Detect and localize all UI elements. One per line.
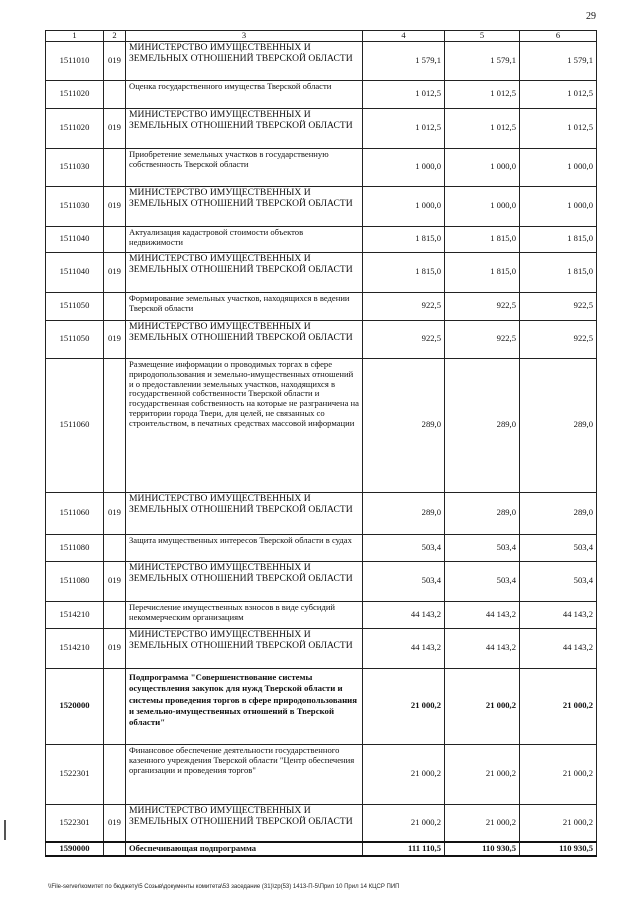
row-name: Защита имущественных интересов Тверской области в судах xyxy=(126,534,363,561)
row-name: МИНИСТЕРСТВО ИМУЩЕСТВЕННЫХ И ЗЕМЕЛЬНЫХ ОТНОШЕНИЙ ТВЕРСКОЙ ОБЛАСТИ xyxy=(126,492,363,534)
row-vr-code xyxy=(104,292,126,320)
row-value-col4: 289,0 xyxy=(363,358,445,492)
row-code: 1511080 xyxy=(46,534,104,561)
row-vr-code: 019 xyxy=(104,628,126,668)
row-code: 1522301 xyxy=(46,804,104,842)
table-row-subprogram xyxy=(46,668,597,744)
table-row xyxy=(46,252,597,292)
row-value-col5: 503,4 xyxy=(445,534,520,561)
row-value-col6: 21 000,2 xyxy=(520,744,597,804)
row-value-col6: 922,5 xyxy=(520,320,597,358)
table-row xyxy=(46,186,597,226)
row-value-col6: 21 000,2 xyxy=(520,804,597,842)
table-row xyxy=(46,320,597,358)
header-col-3: 3 xyxy=(126,31,363,42)
row-vr-code: 019 xyxy=(104,320,126,358)
row-value-col6: 110 930,5 xyxy=(520,842,597,856)
row-code: 1511020 xyxy=(46,80,104,108)
row-value-col5: 1 000,0 xyxy=(445,148,520,186)
row-value-col4: 1 815,0 xyxy=(363,252,445,292)
row-value-col4: 21 000,2 xyxy=(363,668,445,744)
row-vr-code: 019 xyxy=(104,108,126,148)
row-code: 1511050 xyxy=(46,292,104,320)
table-row xyxy=(46,534,597,561)
row-vr-code xyxy=(104,534,126,561)
row-value-col6: 1 815,0 xyxy=(520,252,597,292)
row-value-col4: 922,5 xyxy=(363,292,445,320)
row-value-col5: 922,5 xyxy=(445,292,520,320)
row-value-col6: 1 012,5 xyxy=(520,80,597,108)
row-name: МИНИСТЕРСТВО ИМУЩЕСТВЕННЫХ И ЗЕМЕЛЬНЫХ ОТНОШЕНИЙ ТВЕРСКОЙ ОБЛАСТИ xyxy=(126,108,363,148)
row-vr-code xyxy=(104,842,126,856)
row-name: МИНИСТЕРСТВО ИМУЩЕСТВЕННЫХ И ЗЕМЕЛЬНЫХ ОТНОШЕНИЙ ТВЕРСКОЙ ОБЛАСТИ xyxy=(126,186,363,226)
row-name: МИНИСТЕРСТВО ИМУЩЕСТВЕННЫХ И ЗЕМЕЛЬНЫХ ОТНОШЕНИЙ ТВЕРСКОЙ ОБЛАСТИ xyxy=(126,252,363,292)
row-value-col4: 289,0 xyxy=(363,492,445,534)
row-value-col6: 1 000,0 xyxy=(520,186,597,226)
row-name: МИНИСТЕРСТВО ИМУЩЕСТВЕННЫХ И ЗЕМЕЛЬНЫХ ОТНОШЕНИЙ ТВЕРСКОЙ ОБЛАСТИ xyxy=(126,41,363,80)
row-value-col4: 1 012,5 xyxy=(363,108,445,148)
row-value-col4: 1 579,1 xyxy=(363,41,445,80)
file-path-footer: \\File-server\комитет по бюджету\5 Созыв\документы комитета\53 заседание (31)\zp(53) 1413-П-5\Прил 10 Прил 14 КЦСР ПИП xyxy=(48,884,400,890)
row-value-col4: 21 000,2 xyxy=(363,804,445,842)
row-vr-code: 019 xyxy=(104,804,126,842)
row-value-col5: 1 012,5 xyxy=(445,80,520,108)
row-value-col6: 289,0 xyxy=(520,358,597,492)
header-col-6: 6 xyxy=(520,31,597,42)
page-number: 29 xyxy=(586,11,596,22)
row-value-col5: 503,4 xyxy=(445,561,520,601)
scan-edge-mark xyxy=(4,820,12,840)
row-code: 1511030 xyxy=(46,148,104,186)
row-name: Размещение информации о проводимых торгах в сфере природопользования и земельно-имущественных отношений и о предоставлении земельных участков, находящихся в государственной собственности Тверской области и государственная собственность на которые не разграничена на территории города Твери, для целей, не связанных со строительством, в печатных средствах массовой информации xyxy=(126,358,363,492)
row-code: 1511040 xyxy=(46,226,104,252)
row-value-col4: 1 012,5 xyxy=(363,80,445,108)
row-code: 1511060 xyxy=(46,358,104,492)
row-code: 1514210 xyxy=(46,628,104,668)
row-value-col4: 1 815,0 xyxy=(363,226,445,252)
row-vr-code xyxy=(104,668,126,744)
header-col-1: 1 xyxy=(46,31,104,42)
table-row xyxy=(46,358,597,492)
row-value-col6: 1 579,1 xyxy=(520,41,597,80)
row-code: 1511010 xyxy=(46,41,104,80)
row-name: МИНИСТЕРСТВО ИМУЩЕСТВЕННЫХ И ЗЕМЕЛЬНЫХ ОТНОШЕНИЙ ТВЕРСКОЙ ОБЛАСТИ xyxy=(126,561,363,601)
table-row xyxy=(46,601,597,628)
row-vr-code: 019 xyxy=(104,186,126,226)
row-name: Формирование земельных участков, находящихся в ведении Тверской области xyxy=(126,292,363,320)
row-value-col5: 289,0 xyxy=(445,492,520,534)
table-row-total xyxy=(46,842,597,856)
row-value-col6: 289,0 xyxy=(520,492,597,534)
row-vr-code xyxy=(104,148,126,186)
row-value-col4: 44 143,2 xyxy=(363,628,445,668)
row-vr-code xyxy=(104,744,126,804)
row-value-col6: 21 000,2 xyxy=(520,668,597,744)
row-value-col5: 1 000,0 xyxy=(445,186,520,226)
row-vr-code: 019 xyxy=(104,41,126,80)
row-value-col5: 1 815,0 xyxy=(445,252,520,292)
row-vr-code: 019 xyxy=(104,252,126,292)
row-value-col6: 1 012,5 xyxy=(520,108,597,148)
row-name: Приобретение земельных участков в государственную собственность Тверской области xyxy=(126,148,363,186)
row-value-col5: 1 012,5 xyxy=(445,108,520,148)
row-name: Обеспечивающая подпрограмма xyxy=(126,842,363,856)
row-value-col6: 1 000,0 xyxy=(520,148,597,186)
row-code: 1511030 xyxy=(46,186,104,226)
row-value-col4: 503,4 xyxy=(363,561,445,601)
row-value-col6: 44 143,2 xyxy=(520,628,597,668)
row-value-col5: 44 143,2 xyxy=(445,601,520,628)
row-value-col6: 503,4 xyxy=(520,534,597,561)
row-vr-code xyxy=(104,601,126,628)
table-row xyxy=(46,108,597,148)
header-col-4: 4 xyxy=(363,31,445,42)
row-name: МИНИСТЕРСТВО ИМУЩЕСТВЕННЫХ И ЗЕМЕЛЬНЫХ ОТНОШЕНИЙ ТВЕРСКОЙ ОБЛАСТИ xyxy=(126,804,363,842)
row-name: Оценка государственного имущества Тверской области xyxy=(126,80,363,108)
row-code: 1511060 xyxy=(46,492,104,534)
row-code: 1511020 xyxy=(46,108,104,148)
row-value-col6: 1 815,0 xyxy=(520,226,597,252)
row-value-col4: 1 000,0 xyxy=(363,186,445,226)
row-name: МИНИСТЕРСТВО ИМУЩЕСТВЕННЫХ И ЗЕМЕЛЬНЫХ ОТНОШЕНИЙ ТВЕРСКОЙ ОБЛАСТИ xyxy=(126,628,363,668)
row-value-col5: 1 579,1 xyxy=(445,41,520,80)
row-code: 1511040 xyxy=(46,252,104,292)
table-row xyxy=(46,292,597,320)
row-value-col4: 1 000,0 xyxy=(363,148,445,186)
table-row xyxy=(46,561,597,601)
row-vr-code xyxy=(104,358,126,492)
row-value-col4: 44 143,2 xyxy=(363,601,445,628)
table-row xyxy=(46,492,597,534)
table-row xyxy=(46,804,597,842)
row-code: 1590000 xyxy=(46,842,104,856)
row-value-col6: 44 143,2 xyxy=(520,601,597,628)
row-code: 1514210 xyxy=(46,601,104,628)
budget-table xyxy=(45,30,597,857)
row-value-col5: 922,5 xyxy=(445,320,520,358)
row-value-col6: 922,5 xyxy=(520,292,597,320)
row-name: Перечисление имущественных взносов в виде субсидий некоммерческим организациям xyxy=(126,601,363,628)
header-col-5: 5 xyxy=(445,31,520,42)
row-name: Финансовое обеспечение деятельности государственного казенного учреждения Тверской области "Центр обеспечения организации и проведения торгов" xyxy=(126,744,363,804)
row-vr-code xyxy=(104,226,126,252)
table-header-row xyxy=(46,31,597,42)
header-col-2: 2 xyxy=(104,31,126,42)
row-code: 1520000 xyxy=(46,668,104,744)
row-value-col5: 21 000,2 xyxy=(445,804,520,842)
table-row xyxy=(46,226,597,252)
row-value-col4: 922,5 xyxy=(363,320,445,358)
row-vr-code: 019 xyxy=(104,561,126,601)
row-vr-code: 019 xyxy=(104,492,126,534)
row-value-col4: 503,4 xyxy=(363,534,445,561)
table-row xyxy=(46,41,597,80)
row-value-col5: 44 143,2 xyxy=(445,628,520,668)
table-row xyxy=(46,744,597,804)
row-value-col5: 289,0 xyxy=(445,358,520,492)
row-name: Подпрограмма "Совершенствование системы осуществления закупок для нужд Тверской области и системы проведения торгов в сфере природопользования и земельно-имущественных отношений в Тверской области" xyxy=(126,668,363,744)
table-row xyxy=(46,628,597,668)
row-name: Актуализация кадастровой стоимости объектов недвижимости xyxy=(126,226,363,252)
table-row xyxy=(46,80,597,108)
row-value-col5: 1 815,0 xyxy=(445,226,520,252)
row-name: МИНИСТЕРСТВО ИМУЩЕСТВЕННЫХ И ЗЕМЕЛЬНЫХ ОТНОШЕНИЙ ТВЕРСКОЙ ОБЛАСТИ xyxy=(126,320,363,358)
row-value-col5: 21 000,2 xyxy=(445,744,520,804)
table-row xyxy=(46,148,597,186)
row-vr-code xyxy=(104,80,126,108)
row-value-col5: 21 000,2 xyxy=(445,668,520,744)
row-code: 1511080 xyxy=(46,561,104,601)
row-value-col4: 21 000,2 xyxy=(363,744,445,804)
row-code: 1522301 xyxy=(46,744,104,804)
row-value-col5: 110 930,5 xyxy=(445,842,520,856)
row-value-col4: 111 110,5 xyxy=(363,842,445,856)
row-value-col6: 503,4 xyxy=(520,561,597,601)
row-code: 1511050 xyxy=(46,320,104,358)
